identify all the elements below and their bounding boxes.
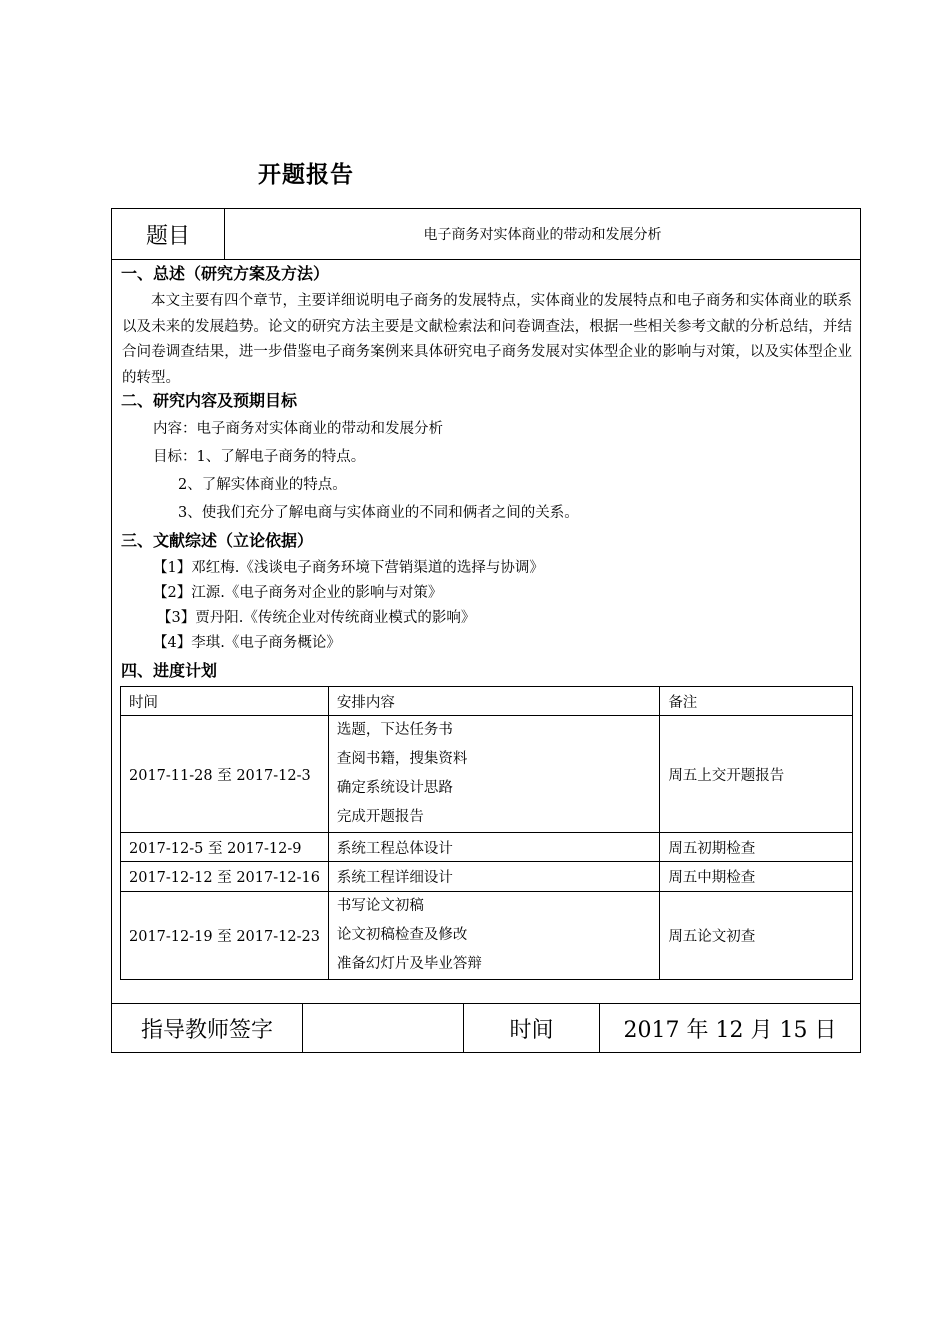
row-note: 周五中期检查 — [660, 862, 853, 892]
row-note: 周五初期检查 — [660, 833, 853, 862]
row-note: 周五论文初查 — [660, 892, 853, 980]
table-row — [121, 892, 853, 980]
row-content-item: 查阅书籍，搜集资料 — [336, 751, 468, 767]
table-header-row — [121, 687, 853, 716]
signature-time-label: 时间 — [464, 1004, 600, 1053]
topic-row — [112, 209, 860, 260]
table-row — [121, 716, 853, 833]
row-time: 2017-11-28 至 2017-12-3 — [121, 716, 329, 833]
section-2-heading: 二、研究内容及预期目标 — [121, 391, 298, 410]
row-note: 周五上交开题报告 — [660, 716, 853, 833]
reference-item: 【4】李琪.《电子商务概论》 — [153, 635, 341, 651]
section-1-paragraph: 本文主要有四个章节，主要详细说明电子商务的发展特点，实体商业的发展特点和电子商务和实体商业的联系以及未来的发展趋势。论文的研究方法主要是文献检索法和问卷调查法，根据一些相关参考文献的分析总结，并结合问卷调查结果，进一步借鉴电子商务案例来具体研究电子商务发展对实体型企业的影响与对策，以及实体型企业的转型。 — [122, 293, 852, 386]
signature-row — [112, 1003, 860, 1053]
row-content-item: 论文初稿检查及修改 — [336, 927, 468, 943]
row-content-item: 准备幻灯片及毕业答辩 — [336, 956, 482, 972]
table-row — [121, 833, 853, 862]
reference-item: 【3】贾丹阳.《传统企业对传统商业模式的影响》 — [157, 610, 476, 626]
row-time: 2017-12-19 至 2017-12-23 — [121, 892, 329, 980]
research-content: 内容：电子商务对实体商业的带动和发展分析 — [153, 421, 443, 437]
row-time: 2017-12-12 至 2017-12-16 — [121, 862, 329, 892]
row-content — [328, 892, 659, 980]
topic-value: 电子商务对实体商业的带动和发展分析 — [423, 227, 662, 243]
row-content: 系统工程详细设计 — [328, 862, 659, 892]
supervisor-signature-field[interactable] — [303, 1004, 464, 1053]
row-content — [328, 716, 659, 833]
section-4-heading: 四、进度计划 — [121, 661, 218, 680]
row-content-item: 书写论文初稿 — [336, 898, 424, 914]
topic-label: 题目 — [112, 209, 225, 259]
row-time: 2017-12-5 至 2017-12-9 — [121, 833, 329, 862]
document-title: 开题报告 — [258, 162, 354, 188]
row-content-item: 选题，下达任务书 — [336, 722, 453, 738]
section-3-heading: 三、文献综述（立论依据） — [121, 531, 314, 550]
reference-item: 【2】江源.《电子商务对企业的影响与对策》 — [153, 585, 443, 601]
reference-item: 【1】邓红梅.《浅谈电子商务环境下营销渠道的选择与协调》 — [153, 560, 544, 576]
schedule-table — [120, 686, 853, 980]
column-header-content: 安排内容 — [328, 687, 659, 716]
section-1-heading: 一、总述（研究方案及方法） — [121, 264, 330, 283]
row-content-item: 确定系统设计思路 — [336, 780, 453, 796]
table-row — [121, 862, 853, 892]
supervisor-signature-label: 指导教师签字 — [112, 1004, 303, 1053]
proposal-form — [111, 208, 861, 1053]
signature-date: 2017 年 12 月 15 日 — [623, 1018, 837, 1043]
column-header-note: 备注 — [660, 687, 853, 716]
row-content-item: 完成开题报告 — [336, 809, 424, 825]
research-goal-3: 3、使我们充分了解电商与实体商业的不同和俩者之间的关系。 — [178, 505, 579, 521]
research-goal-2: 2、了解实体商业的特点。 — [178, 477, 347, 493]
column-header-time: 时间 — [121, 687, 329, 716]
row-content: 系统工程总体设计 — [328, 833, 659, 862]
research-goal-1: 目标：1、了解电子商务的特点。 — [153, 449, 366, 465]
